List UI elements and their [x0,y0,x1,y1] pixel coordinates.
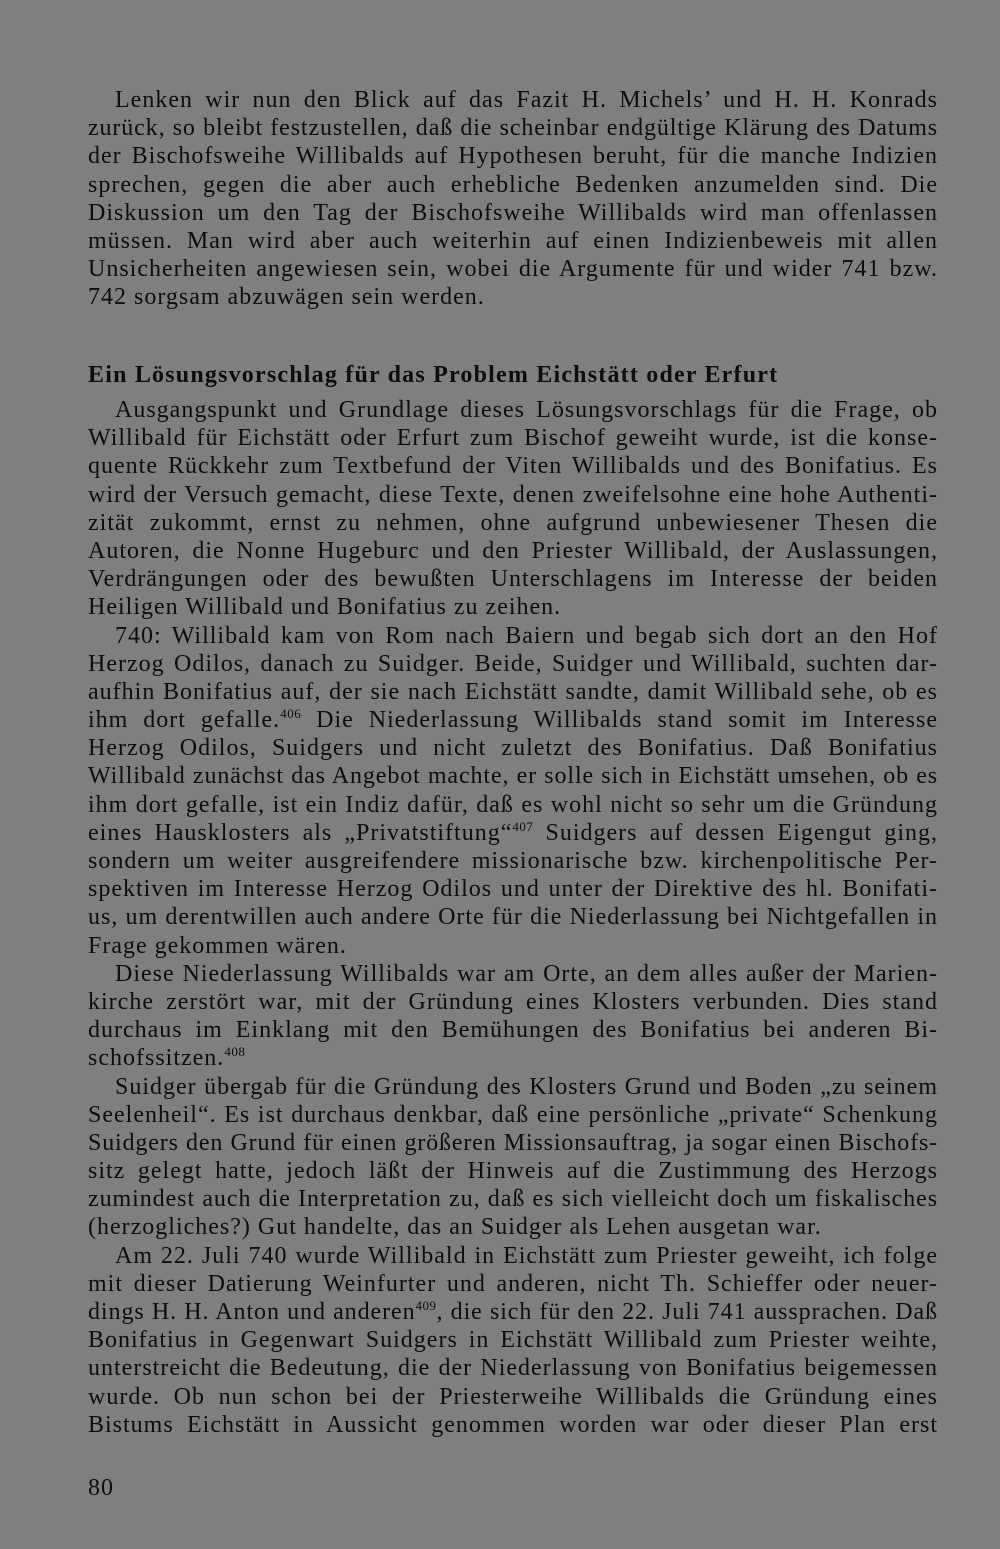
line-text: durchaus im Einklang mit den Bemühungen des Bonifatius bei anderen Bi- [88,1017,938,1044]
text-line [88,114,938,142]
line-text: zität zukommt, ernst zu nehmen, ohne aufgrund unbewiesener Thesen die [88,509,938,536]
text-line [88,171,938,199]
line-content [88,565,938,593]
line-text: aufhin Bonifatius auf, der sie nach Eichstätt sandte, damit Willibald sehe, ob es [88,678,938,705]
line-text: wurde. Ob nun schon bei der Priesterweihe Willibalds die Gründung eines [88,1383,938,1410]
line-content [88,255,938,283]
text-line [88,1354,938,1382]
line-content [88,537,938,565]
line-content [88,1213,822,1241]
line-text: Am 22. Juli 740 wurde Willibald in Eichstätt zum Priester geweiht, ich folge [115,1242,938,1269]
text-line [88,932,938,960]
line-text: Lenken wir nun den Blick auf das Fazit H. Michels’ und H. H. Konrads [115,87,938,113]
text-line [88,396,938,424]
footnote-reference: 409 [415,1298,437,1313]
text-line [88,903,938,931]
line-text: Heiligen Willibald und Bonifatius zu zeihen. [88,594,562,621]
text-line [88,1326,938,1354]
text-line [88,1298,938,1326]
text-line [88,622,938,650]
line-content [88,1044,245,1072]
text-line [88,593,938,621]
text-line [88,1073,938,1101]
line-text: wird der Versuch gemacht, diese Texte, denen zweifelsohne eine hohe Authenti- [88,481,938,508]
line-content [115,622,938,650]
text-line [88,86,938,114]
paragraph [88,622,938,960]
line-text: zurück, so bleibt festzustellen, daß die scheinbar endgültige Klärung des Datums [88,115,938,142]
line-content [88,932,347,960]
line-content [88,1016,938,1044]
line-text: Diskussion um den Tag der Bischofsweihe Willibalds wird man offenlassen [88,199,938,226]
line-content [88,1411,938,1439]
line-text: unterstreicht die Bedeutung, die der Niederlassung von Bonifatius beigemessen [88,1355,938,1382]
line-content [88,1129,938,1157]
line-content [88,593,561,621]
line-text: kirche zerstört war, mit der Gründung eines Klosters verbunden. Dies stand [88,988,938,1015]
text-line [88,762,938,790]
line-text: dings H. H. Anton und anderen [88,1299,416,1325]
text-line [88,227,938,255]
line-text: Seelenheil“. Es ist durchaus denkbar, daß eine persönliche „private“ Schenkung [88,1101,938,1128]
line-content [88,1326,938,1354]
line-text: us, um derentwillen auch andere Orte für die Niederlassung bei Nichtgefallen in [88,904,938,931]
line-text: Unsicherheiten angewiesen sein, wobei die Argumente für und wider 741 bzw. [88,256,938,283]
text-line [88,452,938,480]
line-content [88,227,938,255]
line-content [88,142,938,170]
line-content [88,509,938,537]
line-text: Suidgers auf dessen Eigengut ging, [533,819,938,846]
text-line [88,199,938,227]
line-text: sondern um weiter ausgreifendere missionarische bzw. kirchenpolitische Per- [88,848,938,874]
line-content [88,283,485,311]
line-text: Herzog Odilos, danach zu Suidger. Beide, Suidger und Willibald, suchten dar- [88,650,938,677]
line-text: mit dieser Datierung Weinfurter und anderen, nicht Th. Schieffer oder neuer- [88,1270,938,1297]
paragraph [88,960,938,1073]
paragraph [88,1073,938,1242]
line-text: Ausgangspunkt und Grundlage dieses Lösungsvorschlags für die Frage, ob [115,397,938,423]
line-text: eines Hausklosters als „Privatstiftung“ [88,819,513,846]
line-text: Autoren, die Nonne Hugeburc und den Priester Willibald, der Auslassungen, [88,537,938,564]
line-text: zumindest auch die Interpretation zu, daß es sich vielleicht doch um fiskalisches [88,1186,938,1213]
line-text: Diese Niederlassung Willibalds war am Orte, an dem alles außer der Marien- [115,960,938,987]
text-line [88,1016,938,1044]
line-text: ihm dort gefalle, ist ein Indiz dafür, daß es wohl nicht so sehr um die Gründung [88,791,938,818]
line-content [88,424,938,452]
text-line [88,1411,938,1439]
text-line [88,1213,938,1241]
text-line [88,565,938,593]
line-content [88,847,938,875]
line-text: 742 sorgsam abzuwägen sein werden. [88,284,485,311]
section-heading: Ein Lösungsvorschlag für das Problem Eichstätt oder Erfurt [88,362,779,388]
text-line [88,1185,938,1213]
line-content [88,734,938,762]
text-line [88,481,938,509]
line-text: Willibald für Eichstätt oder Erfurt zum Bischof geweiht wurde, ist die konse- [88,425,938,452]
line-content [88,791,938,819]
line-content [88,903,938,931]
line-content [88,762,938,790]
line-text: 740: Willibald kam von Rom nach Baiern und begab sich dort an den Hof [115,622,938,649]
text-line [88,1044,938,1072]
text-line [88,509,938,537]
line-content [88,481,938,509]
line-text: Verdrängungen oder des bewußten Unterschlagens im Interesse der beiden [88,566,938,593]
text-line [88,706,938,734]
text-line [88,255,938,283]
line-text: Frage gekommen wären. [88,932,347,959]
line-content [88,199,938,227]
text-line [88,734,938,762]
text-line [88,819,938,847]
line-content [88,1383,938,1411]
line-text: Die Niederlassung Willibalds stand somit im Interesse [301,707,939,734]
line-text: der Bischofsweihe Willibalds auf Hypothesen beruht, für die manche Indizien [88,143,938,170]
text-line [88,1129,938,1157]
line-text: (herzogliches?) Gut handelte, das an Suidger als Lehen ausgetan war. [88,1214,822,1241]
line-content [88,1270,938,1298]
section-body [88,396,938,1439]
line-content [88,650,938,678]
line-text: sprechen, gegen die aber auch erhebliche Bedenken anzumelden sind. Die [88,171,938,198]
line-text: ihm dort gefalle. [88,707,281,734]
page-number: 80 [88,1475,114,1501]
line-content [88,1298,938,1326]
text-line [88,1101,938,1129]
line-content [88,1157,938,1185]
line-text: quente Rückkehr zum Textbefund der Viten Willibalds und des Bonifatius. Es [88,453,938,480]
line-text: schofssitzen. [88,1045,225,1072]
text-line [88,791,938,819]
line-text: Bonifatius in Gegenwart Suidgers in Eichstätt Willibald zum Priester weihte, [88,1327,938,1354]
line-content [88,706,938,734]
line-content [88,988,938,1016]
line-text: Herzog Odilos, Suidgers und nicht zuletzt des Bonifatius. Daß Bonifatius [88,735,938,762]
line-content [88,1354,938,1382]
line-content [88,1185,938,1213]
line-content [115,960,938,988]
line-content [88,1101,938,1129]
text-line [88,1242,938,1270]
line-content [88,452,938,480]
footnote-reference: 407 [512,818,534,834]
paragraph [88,86,938,312]
line-content [115,396,938,424]
line-text: Bistums Eichstätt in Aussicht genommen worden war oder dieser Plan erst [88,1411,938,1438]
paragraph [88,396,938,622]
text-line [88,847,938,875]
line-text: sitz gelegt hatte, jedoch läßt der Hinweis auf die Zustimmung des Herzogs [88,1158,938,1185]
line-content [115,1073,938,1101]
line-content [115,86,938,114]
text-line [88,875,938,903]
text-line [88,650,938,678]
line-content [88,819,938,847]
text-line [88,988,938,1016]
line-content [88,171,938,199]
text-line [88,142,938,170]
paragraph [88,1242,938,1439]
line-content [115,1242,938,1270]
text-line [88,283,938,311]
text-line [88,1157,938,1185]
intro-paragraph-block [88,86,938,312]
line-content [88,875,938,903]
footnote-reference: 406 [280,706,302,722]
line-text: , die sich für den 22. Juli 741 aussprachen. Daß [436,1299,938,1325]
text-line [88,1270,938,1298]
text-line [88,424,938,452]
line-text: Willibald zunächst das Angebot machte, er solle sich in Eichstätt umsehen, ob es [88,763,938,790]
line-text: spektiven im Interesse Herzog Odilos und unter der Direktive des hl. Bonifati- [88,876,938,903]
line-text: Suidger übergab für die Gründung des Klosters Grund und Boden „zu seinem [115,1073,938,1100]
text-line [88,678,938,706]
text-line [88,960,938,988]
text-line [88,537,938,565]
text-line [88,1383,938,1411]
footnote-reference: 408 [224,1044,246,1060]
line-content [88,114,938,142]
line-content [88,678,938,706]
line-text: müssen. Man wird aber auch weiterhin auf einen Indizienbeweis mit allen [88,227,938,254]
line-text: Suidgers den Grund für einen größeren Missionsauftrag, ja sogar einen Bischofs- [88,1129,938,1156]
